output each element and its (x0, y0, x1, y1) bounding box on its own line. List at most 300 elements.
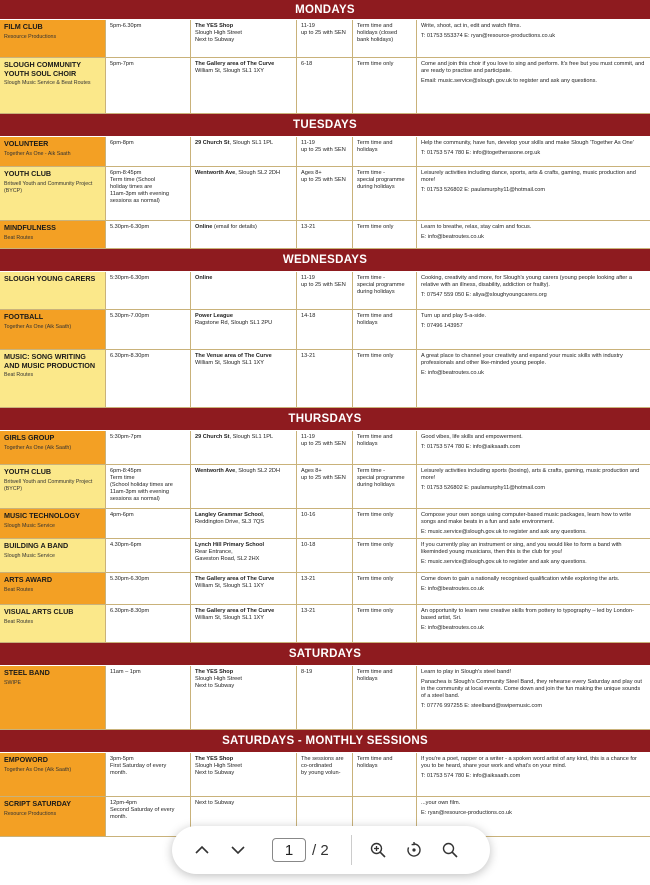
activity-name-cell (0, 753, 106, 796)
day-heading: SATURDAYS (0, 643, 650, 666)
activity-name: FILM CLUB (4, 22, 43, 31)
time-line: 5.30pm-6.30pm (110, 224, 150, 230)
venue-line: Gaveston Road, SL2 2HX (195, 556, 260, 562)
description-line: A great place to channel your creativity and expand your music skills with industry professionals and other like-minded young people. (421, 353, 623, 366)
activity-name: YOUTH CLUB (4, 169, 52, 178)
time-line: sessions as normal) (110, 198, 160, 204)
time-line: Term time (School (110, 177, 156, 183)
term-line: Term time - (357, 275, 385, 281)
venue-line (195, 468, 292, 475)
activity-name: SCRIPT SATURDAY (4, 799, 72, 808)
activity-row (0, 666, 650, 730)
age-cell (297, 431, 353, 464)
organiser: Beat Routes (4, 586, 34, 593)
description-cell (417, 666, 650, 729)
activity-row (0, 431, 650, 465)
venue-address: (email for details) (212, 224, 257, 230)
activity-row (0, 272, 650, 310)
activity-name-cell (0, 797, 106, 836)
time-cell (106, 20, 191, 57)
zoom-in-button[interactable] (360, 832, 396, 868)
organiser: Beat Routes (4, 618, 34, 625)
venue-name: Online (195, 224, 213, 230)
term-line: Term time only (357, 353, 394, 359)
venue-cell (191, 753, 297, 796)
next-page-button[interactable] (220, 832, 256, 868)
venue-name: The YES Shop (195, 756, 234, 762)
age-line: 11-19 (301, 275, 315, 281)
venue-cell (191, 431, 297, 464)
term-cell (353, 350, 417, 407)
description-line: E: info@beatroutes.co.uk (421, 370, 484, 376)
venue-line: William St, Slough SL1 1XY (195, 360, 265, 366)
age-cell (297, 666, 353, 729)
venue-name: 29 Church St (195, 434, 230, 440)
term-line: Term time only (357, 61, 394, 67)
venue-name: The YES Shop (195, 669, 234, 675)
age-line: 10-16 (301, 512, 316, 518)
age-line: up to 25 with SEN (301, 177, 346, 183)
venue-line: Rear Entrance, (195, 549, 233, 555)
activity-name-cell (0, 573, 106, 604)
term-cell (353, 431, 417, 464)
term-line: Term time only (357, 512, 394, 518)
organiser: SWIPE (4, 679, 22, 686)
venue-line: Next to Subway (195, 800, 235, 806)
venue-cell (191, 573, 297, 604)
venue-line: Reddington Drive, SL3 7QS (195, 519, 265, 525)
day-heading: MONDAYS (0, 0, 650, 20)
time-line: (School holiday times are (110, 482, 173, 488)
description-line: Cooking, creativity and more, for Slough's young carers (young people looking after a relative with an illness, disability, addiction or frailty). (421, 275, 632, 288)
venue-line: Next to Subway (195, 683, 235, 689)
venue-line (195, 61, 292, 68)
description-line: Help the community, have fun, develop your skills and make Slough 'Together As One' (421, 140, 634, 146)
venue-line (195, 576, 292, 583)
description-cell (417, 310, 650, 349)
term-cell (353, 221, 417, 248)
age-line: 14-18 (301, 313, 316, 319)
age-line: up to 25 with SEN (301, 475, 346, 481)
time-cell (106, 221, 191, 248)
activity-name: FOOTBALL (4, 312, 44, 321)
venue-address: , Slough SL1 1PL (229, 140, 274, 146)
venue-line: Slough High Street (195, 30, 242, 36)
venue-name: The YES Shop (195, 23, 234, 29)
time-line: 4.30pm-6pm (110, 542, 142, 548)
venue-line (195, 512, 292, 519)
activity-name: SLOUGH COMMUNITY YOUTH SOUL CHOIR (4, 60, 81, 78)
time-cell (106, 350, 191, 407)
venue-line: Slough High Street (195, 763, 242, 769)
venue-line: Next to Subway (195, 37, 235, 43)
venue-name: The Venue area of The Curve (195, 353, 272, 359)
venue-address: , Slough SL1 1PL (229, 434, 274, 440)
term-cell (353, 509, 417, 538)
venue-name: Lynch Hill Primary School (195, 542, 265, 548)
description-line: T: 07776 997255 E: steelband@swipemusic.com (421, 703, 543, 709)
page-number-input[interactable]: 1 (272, 838, 306, 862)
day-heading: THURSDAYS (0, 408, 650, 431)
time-line: Second Saturday of every (110, 807, 175, 813)
term-cell (353, 167, 417, 220)
description-line: T: 07496 143957 (421, 323, 463, 329)
age-line: 13-21 (301, 353, 316, 359)
term-line: holidays (closed (357, 30, 398, 36)
venue-line (195, 170, 292, 177)
time-cell (106, 666, 191, 729)
venue-address: , (262, 512, 265, 518)
organiser: Together As One (Aik Saath) (4, 323, 72, 330)
age-cell (297, 272, 353, 309)
venue-line (195, 23, 292, 30)
activity-row (0, 753, 650, 797)
activity-name-cell (0, 350, 106, 407)
description-cell (417, 221, 650, 248)
term-line: Term time and (357, 23, 393, 29)
venue-name: Wentworth Ave (195, 468, 236, 474)
age-cell (297, 20, 353, 57)
age-cell (297, 573, 353, 604)
time-cell (106, 753, 191, 796)
zoom-in-icon (369, 841, 387, 859)
description-line: Turn up and play 5-a-side. (421, 313, 487, 319)
age-cell (297, 137, 353, 166)
activity-name-cell (0, 221, 106, 248)
term-cell (353, 310, 417, 349)
description-line: If you currently play an instrument or sing, and you would like to form a band with likeminded young musicians, then this is the club for you! (421, 542, 622, 555)
description-cell (417, 431, 650, 464)
term-line: holidays (357, 147, 378, 153)
venue-line (195, 434, 292, 441)
description-line: Learn to breathe, relax, stay calm and focus. (421, 224, 532, 230)
organiser: Resource Productions (4, 33, 57, 40)
time-cell (106, 310, 191, 349)
description-cell (417, 465, 650, 508)
pdf-toolbar (172, 826, 490, 874)
venue-line: William St, Slough SL1 1XY (195, 68, 265, 74)
description-line: E: music.service@slough.gov.uk to register and ask any questions. (421, 529, 587, 535)
venue-cell (191, 509, 297, 538)
venue-line (195, 353, 292, 360)
venue-name: Wentworth Ave (195, 170, 236, 176)
day-heading: SATURDAYS - MONTHLY SESSIONS (0, 730, 650, 753)
age-cell (297, 167, 353, 220)
activity-row (0, 605, 650, 643)
description-cell (417, 58, 650, 113)
activity-name-cell (0, 20, 106, 57)
activity-name: ARTS AWARD (4, 575, 53, 584)
venue-name: The Gallery area of The Curve (195, 576, 275, 582)
venue-name: 29 Church St (195, 140, 230, 146)
venue-name: The Gallery area of The Curve (195, 608, 275, 614)
venue-line (195, 669, 292, 676)
time-line: month. (110, 770, 128, 776)
age-line: 8-19 (301, 669, 313, 675)
term-line: Term time and (357, 313, 393, 319)
description-line: Compose your own songs using computer-based music packages, learn how to write songs and make beats in a fun and safe environment. (421, 512, 632, 525)
description-line: Email: music.service@slough.gov.uk to register and ask any questions. (421, 78, 597, 84)
time-line: 5:30pm-6.30pm (110, 275, 150, 281)
age-line: 13-21 (301, 224, 316, 230)
age-line: 11-19 (301, 23, 315, 29)
age-cell (297, 310, 353, 349)
age-cell (297, 350, 353, 407)
description-line: Come down to gain a nationally recognised qualification while exploring the arts. (421, 576, 620, 582)
venue-cell (191, 310, 297, 349)
term-line: holidays (357, 441, 378, 447)
venue-cell (191, 666, 297, 729)
activity-name-cell (0, 137, 106, 166)
time-line: 6pm-8:45pm (110, 170, 142, 176)
venue-line (195, 275, 292, 282)
organiser: Together As One (Aik Saath) (4, 766, 72, 773)
term-line: Term time - (357, 170, 385, 176)
time-cell (106, 272, 191, 309)
toolbar-divider (351, 835, 352, 865)
description-cell (417, 167, 650, 220)
organiser: Beat Routes (4, 234, 34, 241)
description-cell (417, 272, 650, 309)
description-line: Good vibes, life skills and empowerment. (421, 434, 523, 440)
day-heading: WEDNESDAYS (0, 249, 650, 272)
term-cell (353, 539, 417, 572)
activity-name-cell (0, 539, 106, 572)
activity-name-cell (0, 666, 106, 729)
age-line: 13-21 (301, 576, 316, 582)
term-cell (353, 573, 417, 604)
organiser: Slough Music Service (4, 522, 55, 529)
term-cell (353, 272, 417, 309)
venue-cell (191, 465, 297, 508)
term-cell (353, 20, 417, 57)
age-line: The sessions are (301, 756, 344, 762)
term-line: Term time and (357, 756, 393, 762)
term-line: Term time and (357, 669, 393, 675)
venue-cell (191, 272, 297, 309)
time-line: 5.30pm-7.00pm (110, 313, 150, 319)
activity-name: MUSIC TECHNOLOGY (4, 511, 80, 520)
time-cell (106, 58, 191, 113)
age-line: 13-21 (301, 608, 316, 614)
time-line: 11am-3pm with evening (110, 191, 169, 197)
description-line: T: 01753 526802 E: paulamurphy11@hotmail.com (421, 485, 546, 491)
age-line: up to 25 with SEN (301, 30, 346, 36)
venue-name: Langley Grammar School (195, 512, 263, 518)
description-line: An opportunity to learn new creative skills from pottery to typography – led by London-based artist, Sri. (421, 608, 634, 621)
description-line: T: 01753 574 780 E: info@aiksaath.com (421, 773, 521, 779)
age-line: Ages 8+ (301, 170, 322, 176)
activity-name-cell (0, 465, 106, 508)
organiser: Together As One - Aik Saath (4, 150, 71, 157)
age-cell (297, 221, 353, 248)
time-line: 6pm-8:45pm (110, 468, 142, 474)
activity-name: MUSIC: SONG WRITING AND MUSIC PRODUCTION (4, 352, 96, 370)
chevron-down-icon (229, 841, 247, 859)
time-line: 6.30pm-8.30pm (110, 608, 150, 614)
time-line: 11am-3pm with evening (110, 489, 169, 495)
term-line: Term time only (357, 542, 394, 548)
term-line: during holidays (357, 184, 395, 190)
description-cell (417, 573, 650, 604)
day-heading: TUESDAYS (0, 114, 650, 137)
age-line: co-ordinated (301, 763, 333, 769)
term-line: Term time - (357, 468, 385, 474)
organiser: Resource Productions (4, 810, 57, 817)
age-line: up to 25 with SEN (301, 282, 346, 288)
organiser: Beat Routes (4, 372, 34, 378)
term-line: bank holidays) (357, 37, 394, 43)
time-line: 11am – 1pm (110, 669, 141, 675)
description-cell (417, 509, 650, 538)
activity-name-cell (0, 310, 106, 349)
term-cell (353, 666, 417, 729)
time-line: month. (110, 814, 128, 820)
page-total: / 2 (312, 841, 329, 859)
age-line: up to 25 with SEN (301, 147, 346, 153)
term-line: special programme (357, 282, 405, 288)
venue-name: Online (195, 275, 213, 281)
description-cell (417, 753, 650, 796)
description-line: E: info@beatroutes.co.uk (421, 234, 484, 240)
term-cell (353, 465, 417, 508)
venue-cell (191, 221, 297, 248)
activity-name: STEEL BAND (4, 668, 50, 677)
term-cell (353, 58, 417, 113)
term-line: special programme (357, 177, 405, 183)
activity-name: BUILDING A BAND (4, 541, 69, 550)
term-line: Term time only (357, 576, 394, 582)
venue-cell (191, 539, 297, 572)
activity-row (0, 310, 650, 350)
description-cell (417, 605, 650, 642)
time-cell (106, 605, 191, 642)
description-line: ...your own film. (421, 800, 461, 806)
time-cell (106, 137, 191, 166)
rotate-button[interactable] (396, 832, 432, 868)
term-cell (353, 753, 417, 796)
age-cell (297, 605, 353, 642)
venue-address: , Slough SL2 2DH (235, 170, 280, 176)
time-line: Term time (110, 475, 135, 481)
description-line: T: 01753 526802 E: paulamurphy11@hotmail.com (421, 187, 546, 193)
time-cell (106, 509, 191, 538)
time-cell (106, 573, 191, 604)
term-line: holidays (357, 676, 378, 682)
term-line: during holidays (357, 482, 395, 488)
search-icon (441, 841, 459, 859)
age-line: 10-18 (301, 542, 316, 548)
activity-name: VOLUNTEER (4, 139, 49, 148)
activity-name-cell (0, 431, 106, 464)
activity-name: YOUTH CLUB (4, 467, 52, 476)
organiser: Britwell Youth and Community Project (BYCP) (4, 478, 93, 492)
activity-name-cell (0, 58, 106, 113)
previous-page-button[interactable] (184, 832, 220, 868)
time-cell (106, 539, 191, 572)
time-cell (106, 465, 191, 508)
activity-row (0, 539, 650, 573)
description-line: E: music.service@slough.gov.uk to register and ask any questions. (421, 559, 587, 565)
description-line: Write, shoot, act in, edit and watch films. (421, 23, 522, 29)
term-line: Term time and (357, 434, 393, 440)
age-line: 11-19 (301, 140, 315, 146)
term-line: holidays (357, 320, 378, 326)
activity-name: SLOUGH YOUNG CARERS (4, 274, 96, 283)
age-cell (297, 753, 353, 796)
age-cell (297, 539, 353, 572)
age-line: 11-19 (301, 434, 315, 440)
description-line: T: 01753 574 780 E: info@togetherasone.org.uk (421, 150, 541, 156)
description-line: T: 07547 559 050 E: aliya@sloughyoungcarers.org (421, 292, 547, 298)
description-line: E: info@beatroutes.co.uk (421, 625, 484, 631)
venue-name: Power League (195, 313, 233, 319)
age-cell (297, 58, 353, 113)
time-line: 4pm-6pm (110, 512, 134, 518)
description-cell (417, 539, 650, 572)
time-line: 12pm-4pm (110, 800, 137, 806)
time-cell (106, 797, 191, 836)
activity-row (0, 167, 650, 221)
organiser: Slough Music Service (4, 552, 55, 559)
activity-row (0, 58, 650, 114)
term-line: holidays (357, 763, 378, 769)
description-line: Panachea is Slough's Community Steel Band, they rehearse every Saturday and play out in the community at local events. Come down and join the fun making the unique sounds of a steel band. (421, 679, 642, 699)
term-line: Term time only (357, 608, 394, 614)
search-button[interactable] (432, 832, 468, 868)
description-line: E: info@beatroutes.co.uk (421, 586, 484, 592)
term-line: special programme (357, 475, 405, 481)
time-line: holiday times are (110, 184, 153, 190)
venue-cell (191, 605, 297, 642)
description-line: If you're a poet, rapper or a writer - a spoken word artist of any kind, this is a chance for you to be heard, share your work and what's on your mind. (421, 756, 637, 769)
time-line: 5.30pm-6.30pm (110, 576, 150, 582)
age-line: up to 25 with SEN (301, 441, 346, 447)
venue-name: The Gallery area of The Curve (195, 61, 275, 67)
activity-row (0, 350, 650, 408)
age-line: Ages 8+ (301, 468, 322, 474)
time-line: 3pm-5pm (110, 756, 134, 762)
organiser: Together As One (Aik Saath) (4, 444, 72, 451)
activity-name-cell (0, 509, 106, 538)
age-line: by young volun- (301, 770, 341, 776)
description-line: T: 01753 553374 E: ryan@resource-productions.co.uk (421, 33, 556, 39)
venue-line (195, 224, 292, 231)
age-cell (297, 509, 353, 538)
venue-line (195, 140, 292, 147)
term-line: Term time only (357, 224, 394, 230)
activity-row (0, 20, 650, 58)
description-cell (417, 20, 650, 57)
time-line: 5:30pm-7pm (110, 434, 142, 440)
time-line: sessions as normal) (110, 496, 160, 502)
description-line: Leisurely activities including sports (boxing), arts & crafts, gaming, music production and more! (421, 468, 640, 481)
term-line: Term time and (357, 140, 393, 146)
venue-line: William St, Slough SL1 1XY (195, 615, 265, 621)
venue-cell (191, 58, 297, 113)
description-line: Learn to play in Slough's steel band! (421, 669, 512, 675)
activity-row (0, 509, 650, 539)
rotate-icon (405, 841, 423, 859)
organiser: Slough Music Service & Beat Routes (4, 80, 91, 86)
chevron-up-icon (193, 841, 211, 859)
description-cell (417, 350, 650, 407)
activity-name-cell (0, 272, 106, 309)
organiser: Britwell Youth and Community Project (BYCP) (4, 180, 93, 194)
venue-line: Slough High Street (195, 676, 242, 682)
activity-name: EMPOWORD (4, 755, 48, 764)
venue-cell (191, 167, 297, 220)
